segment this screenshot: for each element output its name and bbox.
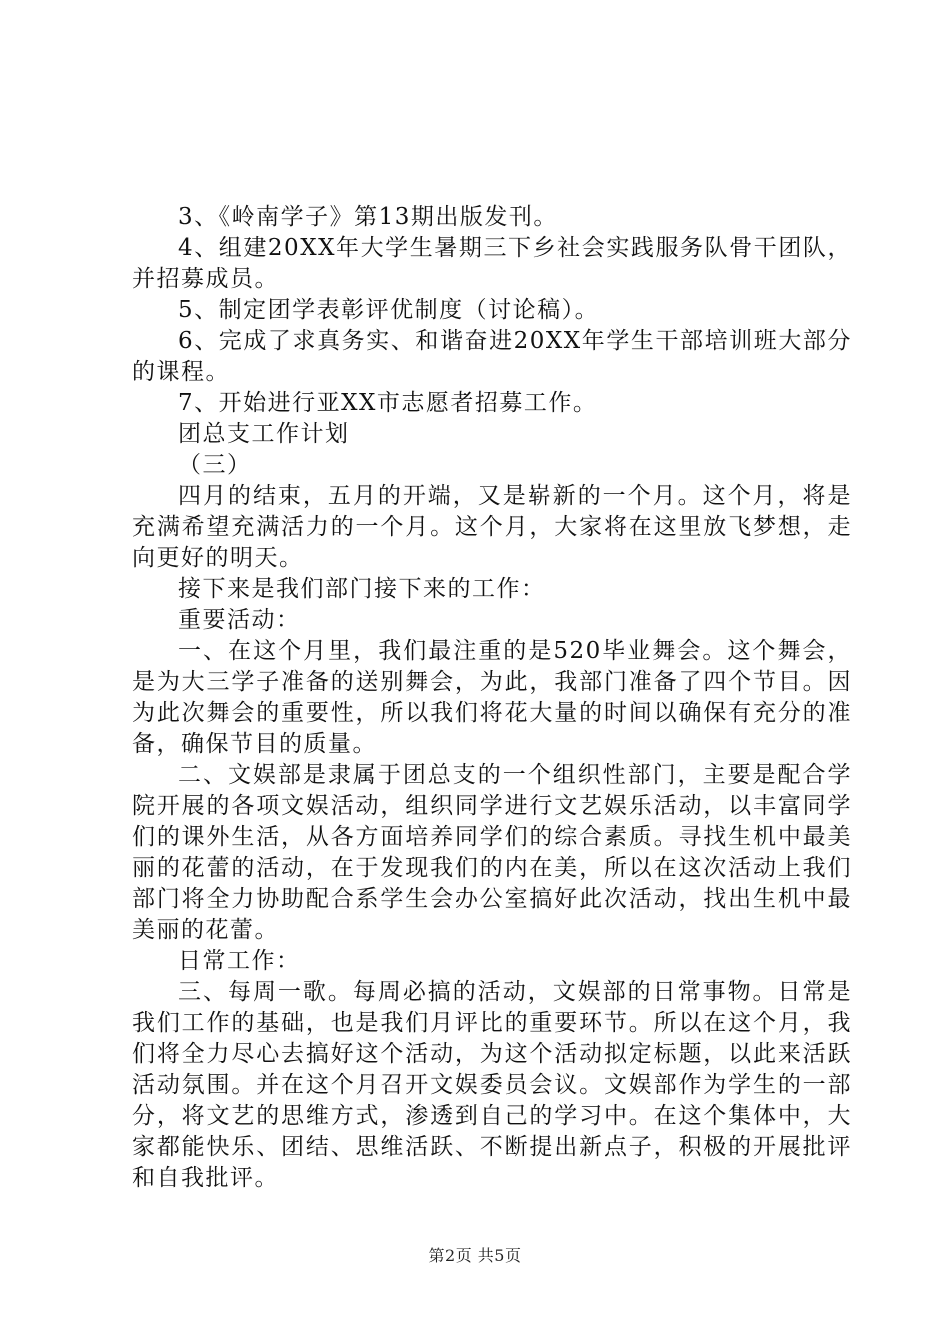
activity-paragraph-1: 一、在这个月里，我们最注重的是520毕业舞会。这个舞会，是为大三学子准备的送别舞会，为此，我部门准备了四个节目。因为此次舞会的重要性，所以我们将花大量的时间以确保有充分的准备，确保节目的质量。 [132,638,852,757]
important-activities-heading: 重要活动： [178,607,301,633]
activity-paragraph-2: 二、文娱部是隶属于团总支的一个组织性部门，主要是配合学院开展的各项文娱活动，组织同学进行文艺娱乐活动，以丰富同学们的课外生活，从各方面培养同学们的综合素质。寻找生机中最美丽的花蕾的活动，在于发现我们的内在美，所以在这次活动上我们部门将全力协助配合系学生会办公室搞好此次活动，找出生机中最美丽的花蕾。 [132,762,852,943]
daily-work-heading: 日常工作： [178,948,301,974]
paragraph-item-4: 4、组建20XX年大学生暑期三下乡社会实践服务队骨干团队，并招募成员。 [132,235,852,292]
page-footer: 第2页 共5页 [428,1246,522,1265]
section-heading: 团总支工作计划 [178,421,350,447]
paragraph-item-7: 7、开始进行亚XX市志愿者招募工作。 [178,390,598,416]
paragraph-item-3: 3、《岭南学子》第13期出版发刊。 [178,204,558,230]
intro-paragraph: 四月的结束，五月的开端，又是崭新的一个月。这个月，将是充满希望充满活力的一个月。这个月，大家将在这里放飞梦想，走向更好的明天。 [132,483,852,571]
section-number: （三） [178,452,252,478]
paragraph-item-6: 6、完成了求真务实、和谐奋进20XX年学生干部培训班大部分的课程。 [132,328,852,385]
paragraph-item-5: 5、制定团学表彰评优制度（讨论稿）。 [178,297,600,323]
work-intro-line: 接下来是我们部门接下来的工作： [178,576,546,602]
daily-work-paragraph: 三、每周一歌。每周必搞的活动，文娱部的日常事物。日常是我们工作的基础，也是我们月评比的重要环节。所以在这个月，我们将全力尽心去搞好这个活动，为这个活动拟定标题，以此来活跃活动氛围。并在这个月召开文娱委员会议。文娱部作为学生的一部分，将文艺的思维方式，渗透到自己的学习中。在这个集体中，大家都能快乐、团结、思维活跃、不断提出新点子，积极的开展批评和自我批评。 [132,979,852,1191]
document-body [132,202,852,1194]
